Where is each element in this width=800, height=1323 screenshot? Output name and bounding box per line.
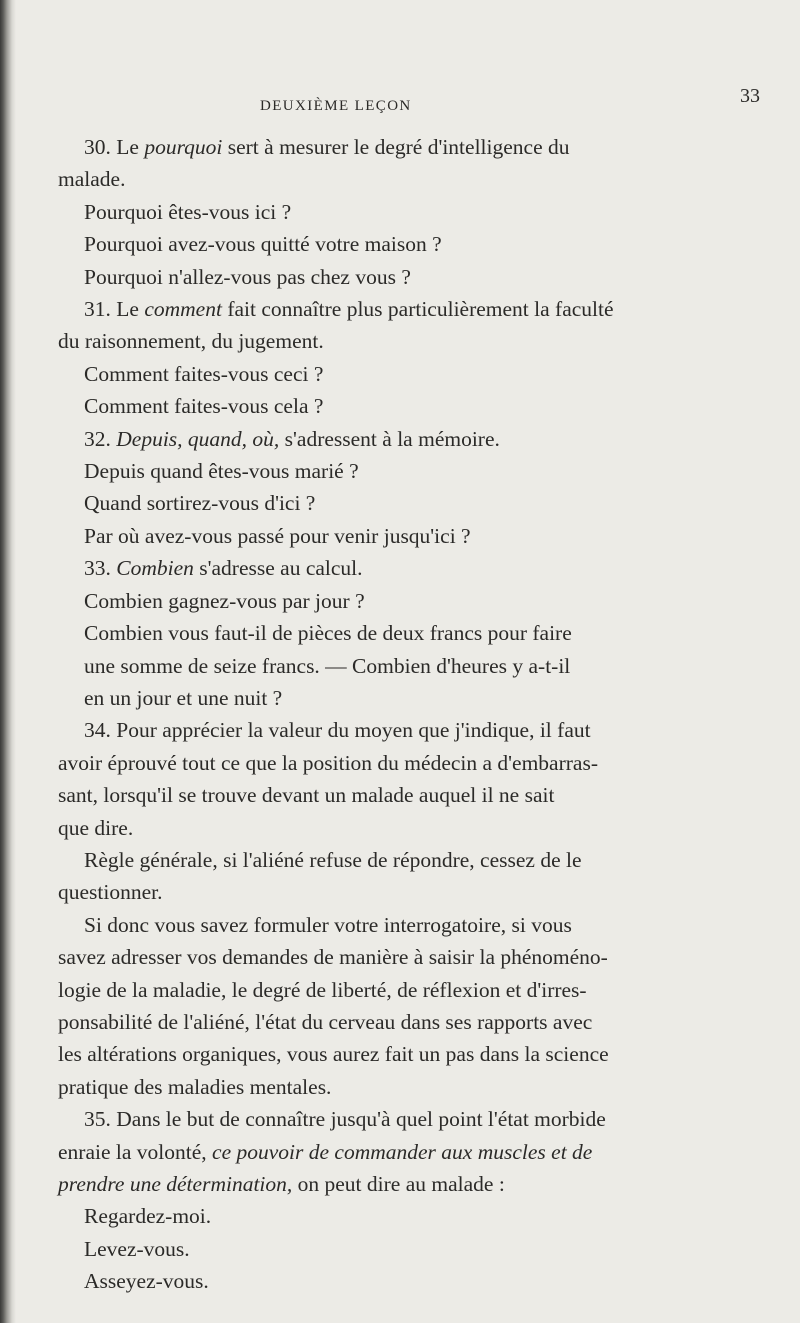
text-line — [58, 1136, 746, 1168]
text-line: pratique des maladies mentales. — [58, 1074, 332, 1099]
line-35-intro: 35. Dans le but de connaître jusqu'à quel point l'état morbide — [84, 1107, 606, 1132]
example-question: Pourquoi avez-vous quitté votre maison ? — [84, 232, 442, 257]
text: s'adresse au calcul. — [193, 556, 363, 581]
text-line — [58, 1168, 746, 1200]
text-line: que dire. — [58, 815, 134, 840]
text-line: ponsabilité de l'aliéné, l'état du cerveau dans ses rapports avec — [58, 1009, 593, 1034]
text-line: Si donc vous savez formuler votre interrogatoire, si vous — [84, 912, 572, 937]
running-title: DEUXIÈME LEÇON — [260, 98, 412, 114]
text: fait connaître plus particulièrement la faculté — [221, 297, 614, 322]
text-line: sant, lorsqu'il se trouve devant un malade auquel il ne sait — [58, 783, 555, 808]
line-30-intro — [58, 131, 746, 163]
example-question: Depuis quand êtes-vous marié ? — [84, 459, 359, 484]
text-line: avoir éprouvé tout ce que la position du médecin a d'embarras- — [58, 750, 598, 775]
emphasis: Combien — [116, 556, 194, 581]
item-number: 30. Le — [84, 135, 145, 159]
page-number: 33 — [740, 85, 760, 107]
text-line: malade. — [58, 167, 126, 192]
example-question: Pourquoi n'allez-vous pas chez vous ? — [84, 264, 411, 289]
example-question: Comment faites-vous ceci ? — [84, 361, 324, 386]
example-question: Quand sortirez-vous d'ici ? — [84, 491, 316, 516]
example-command: Asseyez-vous. — [84, 1269, 209, 1294]
example-command: Regardez-moi. — [84, 1204, 212, 1229]
text-line: logie de la maladie, le degré de liberté, de réflexion et d'irres- — [58, 977, 587, 1002]
example-question: Combien gagnez-vous par jour ? — [84, 588, 365, 613]
text: on peut dire au malade : — [292, 1172, 505, 1196]
body-text — [58, 131, 746, 1298]
text-line: savez adresser vos demandes de manière à saisir la phénoméno- — [58, 945, 608, 970]
emphasis: pourquoi — [144, 135, 223, 159]
example-question: en un jour et une nuit ? — [84, 685, 283, 710]
line-34-intro: 34. Pour apprécier la valeur du moyen que j'indique, il faut — [84, 718, 591, 743]
example-question: Comment faites-vous cela ? — [84, 394, 324, 419]
text-line: les altérations organiques, vous aurez fait un pas dans la science — [58, 1042, 609, 1067]
running-head — [0, 85, 800, 120]
text-line: questionner. — [58, 880, 163, 905]
emphasis: prendre une détermination, — [58, 1172, 293, 1196]
emphasis: Depuis, quand, où, — [116, 426, 280, 451]
example-question: Pourquoi êtes-vous ici ? — [84, 199, 292, 224]
line-32-intro — [58, 423, 746, 455]
example-question: Combien vous faut-il de pièces de deux francs pour faire — [84, 621, 572, 646]
example-command: Levez-vous. — [84, 1236, 190, 1261]
text: sert à mesurer le degré d'intelligence du — [222, 135, 570, 159]
example-question: Par où avez-vous passé pour venir jusqu'ici ? — [84, 523, 471, 548]
emphasis: ce pouvoir de commander aux muscles et de — [212, 1139, 593, 1164]
item-number: 33. — [84, 556, 117, 581]
line-31-intro — [58, 293, 746, 325]
item-number: 32. — [84, 426, 117, 451]
text: enraie la volonté, — [58, 1139, 213, 1164]
item-number: 31. Le — [84, 297, 145, 322]
text: s'adressent à la mémoire. — [279, 426, 500, 451]
example-question: une somme de seize francs. — Combien d'heures y a-t-il — [84, 653, 571, 678]
line-33-intro — [58, 552, 746, 584]
text-line: Règle générale, si l'aliéné refuse de répondre, cessez de le — [84, 847, 582, 872]
text-line: du raisonnement, du jugement. — [58, 329, 324, 354]
emphasis: comment — [144, 297, 222, 322]
